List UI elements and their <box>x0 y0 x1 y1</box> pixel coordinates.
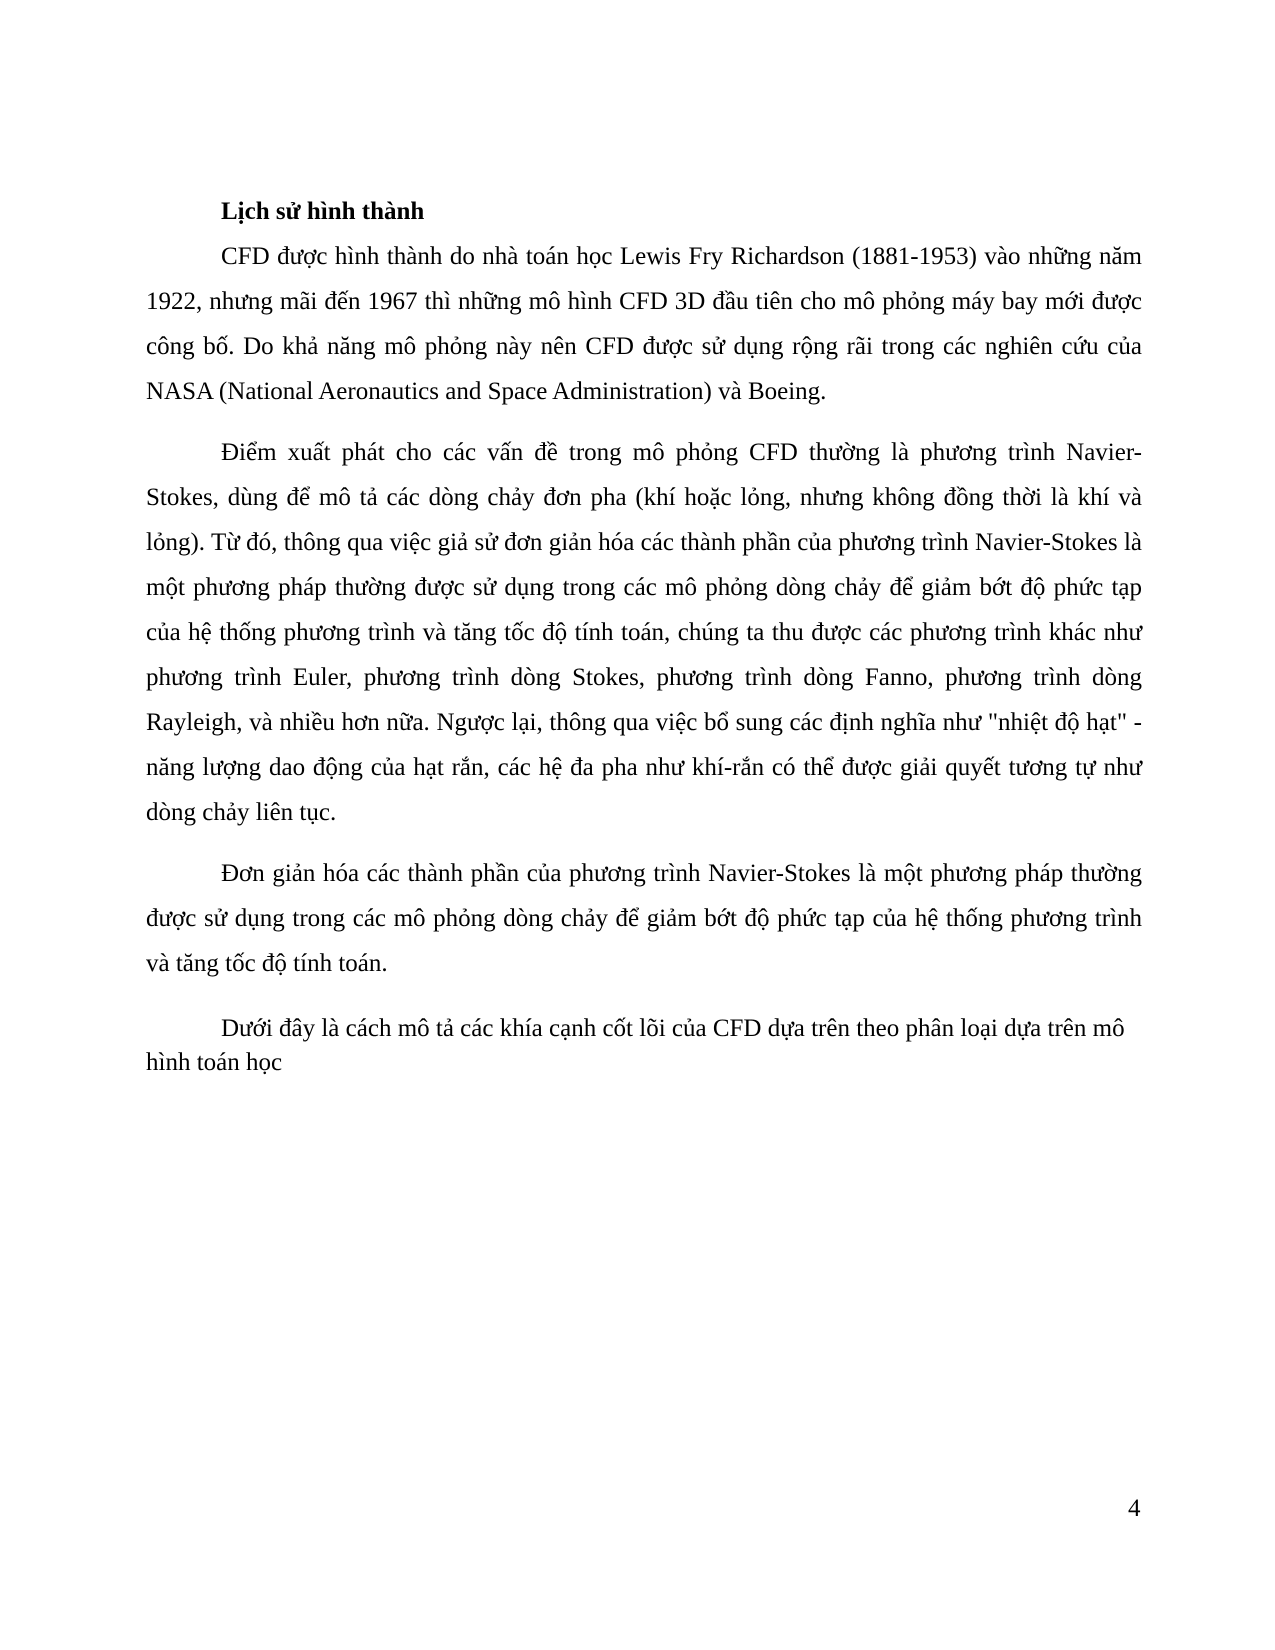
page-content <box>146 190 1142 1080</box>
paragraph-simplification: Đơn giản hóa các thành phần của phương trình Navier-Stokes là một phương pháp thường được sử dụng trong các mô phỏng dòng chảy để giảm bớt độ phức tạp của hệ thống phương trình và tăng tốc độ tính toán. <box>146 860 1142 977</box>
paragraph-navier-stokes: Điểm xuất phát cho các vấn đề trong mô phỏng CFD thường là phương trình Navier-Stokes, dùng để mô tả các dòng chảy đơn pha (khí hoặc lỏng, nhưng không đồng thời là khí và lỏng). Từ đó, thông qua việc giả sử đơn giản hóa các thành phần của phương trình Navier-Stokes là một phương pháp thường được sử dụng trong các mô phỏng dòng chảy để giảm bớt độ phức tạp của hệ thống phương trình và tăng tốc độ tính toán, chúng ta thu được các phương trình khác như phương trình Euler, phương trình dòng Stokes, phương trình dòng Fanno, phương trình dòng Rayleigh, và nhiều hơn nữa. Ngược lại, thông qua việc bổ sung các định nghĩa như "nhiệt độ hạt" - năng lượng dao động của hạt rắn, các hệ đa pha như khí-rắn có thể được giải quyết tương tự như dòng chảy liên tục. <box>146 439 1142 826</box>
paragraph-history: CFD được hình thành do nhà toán học Lewis Fry Richardson (1881-1953) vào những năm 1922, nhưng mãi đến 1967 thì những mô hình CFD 3D đầu tiên cho mô phỏng máy bay mới được công bố. Do khả năng mô phỏng này nên CFD được sử dụng rộng rãi trong các nghiên cứu của NASA (National Aeronautics and Space Administration) và Boeing. <box>146 243 1142 405</box>
page-number: 4 <box>1128 1495 1141 1522</box>
section-heading: Lịch sử hình thành <box>221 198 425 225</box>
paragraph-core-aspects: Dưới đây là cách mô tả các khía cạnh cốt lõi của CFD dựa trên theo phân loại dựa trên mô hình toán học <box>146 1015 1125 1076</box>
